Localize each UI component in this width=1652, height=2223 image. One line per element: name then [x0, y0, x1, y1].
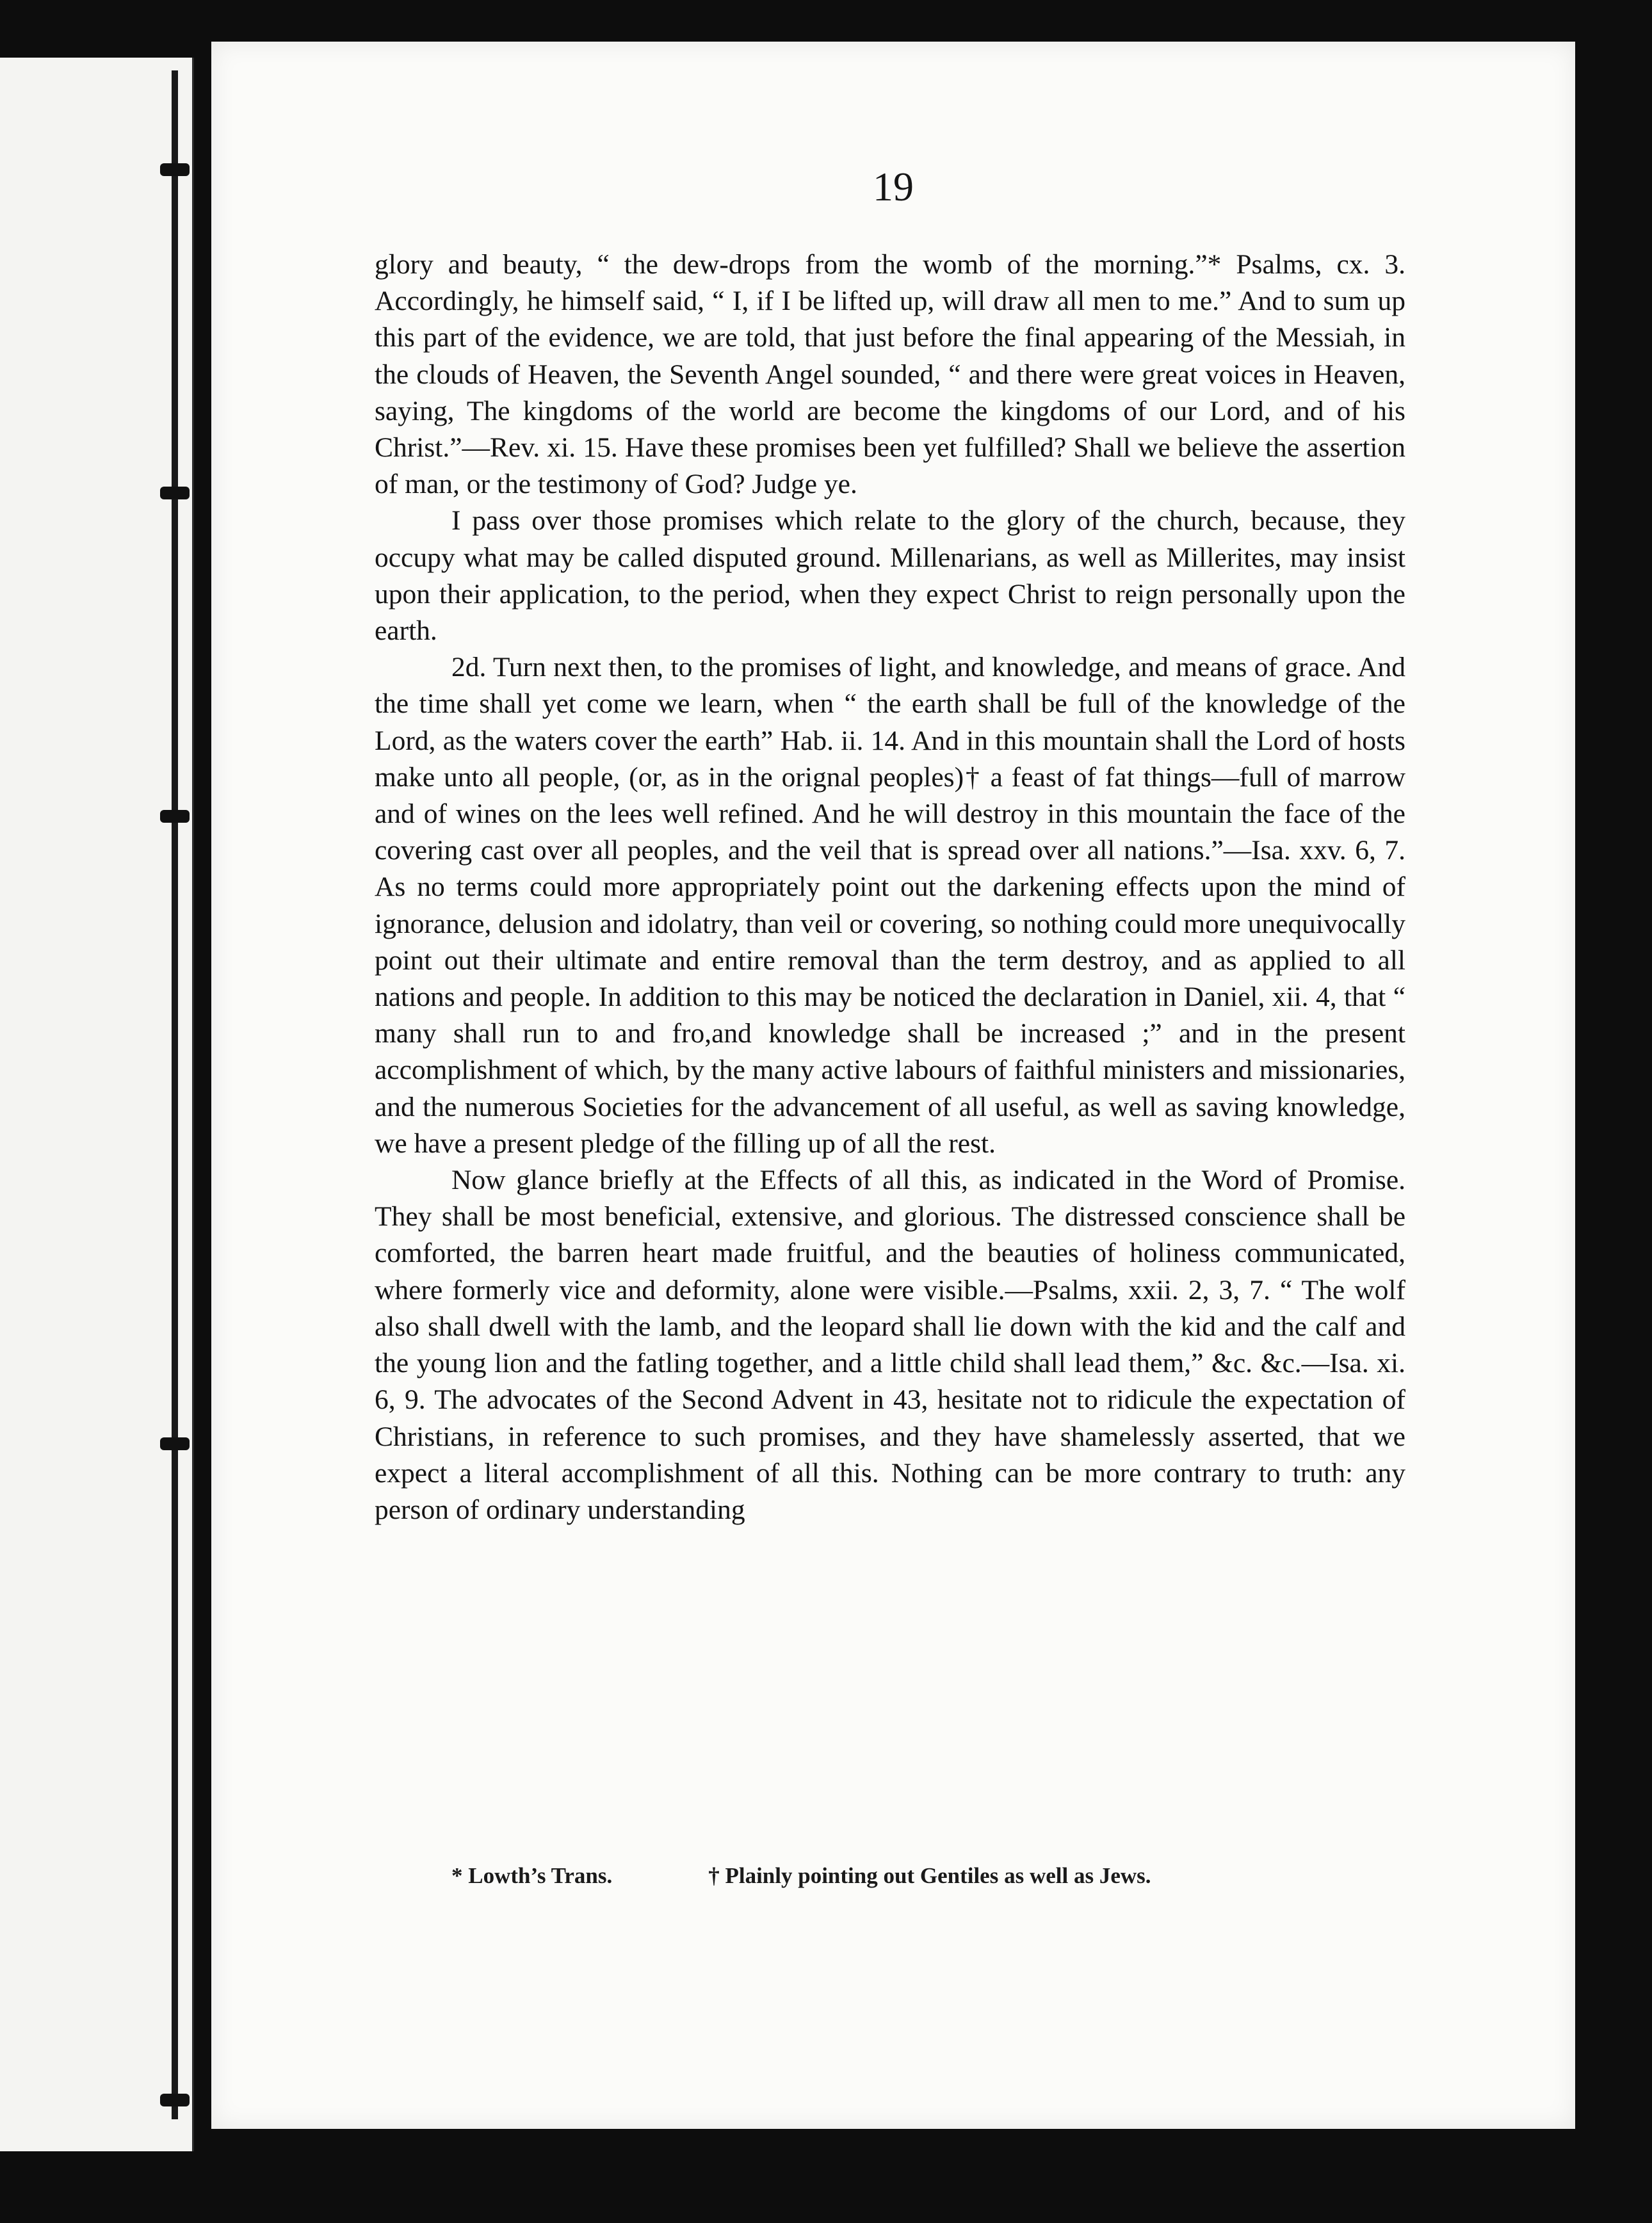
stitch-knot: [160, 2094, 190, 2106]
binding-stitch: [172, 70, 178, 2119]
stitch-knot: [160, 487, 190, 499]
paragraph: glory and beauty, “ the dew-drops from the womb of the morning.”* Psalms, cx. 3. Accordingly, he himself said, “ I, if I be lifted up, will draw all men to me.” And to sum up this part of the evidence, we are told, that just before the final appearing of the Messiah, in the clouds of Heaven, the Seventh Angel sounded, “ and there were great voices in Heaven, saying, The kingdoms of the world are become the kingdoms of our Lord, and of his Christ.”—Rev. xi. 15. Have these promises been yet fulfilled? Shall we believe the assertion of man, or the testimony of God? Judge ye.: [375, 249, 1405, 500]
footnote: † Plainly pointing out Gentiles as well as Jews.: [708, 1863, 1151, 1888]
footnote: * Lowth’s Trans.: [451, 1863, 613, 1888]
page-number: 19: [873, 164, 914, 209]
paragraph: I pass over those promises which relate to the glory of the church, because, they occupy what may be called disputed ground. Millenarians, as well as Millerites, may insist upon their application, to the period, when they expect Christ to reign personally upon the earth.: [375, 505, 1405, 647]
book-page: [211, 42, 1575, 2129]
body-text: [375, 247, 1405, 1528]
stitch-knot: [160, 810, 190, 823]
paragraph: 2d. Turn next then, to the promises of light, and knowledge, and means of grace. And the time shall yet come we learn, when “ the earth shall be full of the knowledge of the Lord, as the waters cover the earth” Hab. ii. 14. And in this mountain shall the Lord of hosts make unto all people, (or, as in the orignal peoples)† a feast of fat things—full of marrow and of wines on the lees well refined. And he will destroy in this mountain the face of the covering cast over all peoples, and the veil that is spread over all nations.”—Isa. xxv. 6, 7. As no terms could more appropriately point out the darkening effects upon the mind of ignorance, delusion and idolatry, than veil or covering, so nothing could more unequivocally point out their ultimate and entire removal than the term destroy, and as applied to all nations and people. In addition to this may be noticed the declaration in Daniel, xii. 4, that “ many shall run to and fro,and knowledge shall be increased ;” and in the present accomplishment of which, by the many active labours of faithful ministers and missionaries, and the numerous Societies for the advancement of all useful, as well as saving knowledge, we have a present pledge of the filling up of all the rest.: [375, 652, 1405, 1159]
stitch-knot: [160, 1437, 190, 1450]
left-page-margin: [0, 58, 194, 2151]
stitch-knot: [160, 163, 190, 176]
paragraph: Now glance briefly at the Effects of all this, as indicated in the Word of Promise. They shall be most beneficial, extensive, and glorious. The distressed conscience shall be comforted, the barren heart made fruitful, and the beauties of holiness communicated, where formerly vice and deformity, alone were visible.—Psalms, xxii. 2, 3, 7. “ The wolf also shall dwell with the lamb, and the leopard shall lie down with the kid and the calf and the young lion and the fatling together, and a little child shall lead them,” &c. &c.—Isa. xi. 6, 9. The advocates of the Second Advent in 43, hesitate not to ridicule the expectation of Christians, in reference to such promises, and they have shamelessly asserted, that we expect a literal accomplishment of all this. Nothing can be more contrary to truth: any person of ordinary understanding: [375, 1165, 1405, 1525]
footnotes: [451, 1863, 1412, 1889]
